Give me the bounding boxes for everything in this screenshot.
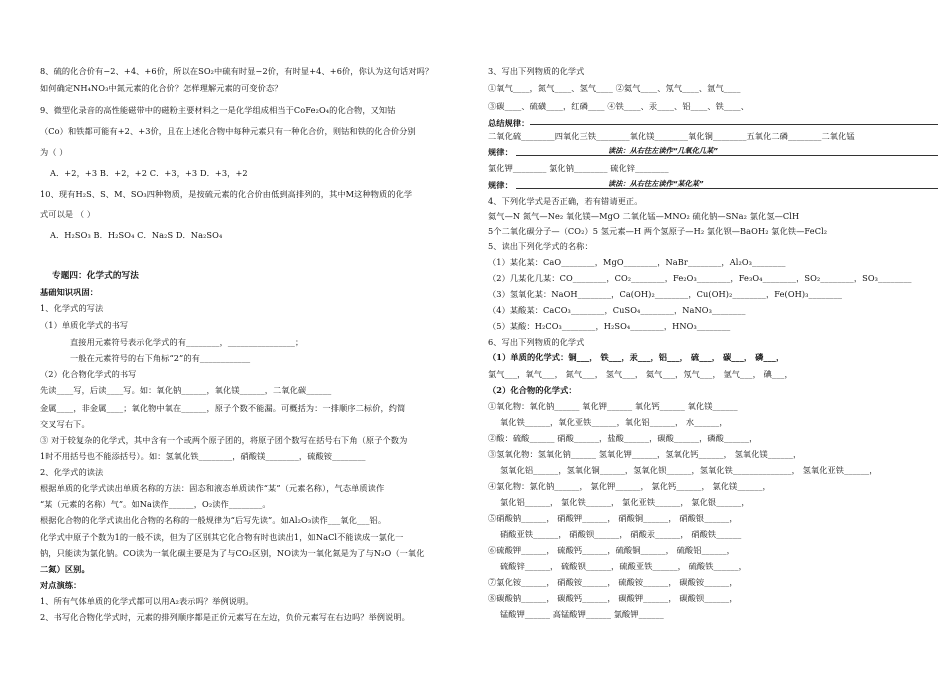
summary-heading: 总结规律：	[488, 118, 530, 128]
question-9-line-2: （Co）和铁都可能有+2、+3价，且在上述化合物中每种元素只有一种化合价，则钴和铁的化合价分别	[40, 126, 416, 136]
question-10-line-1: 10、现有H₂S、S、M、SO₃四种物质，是按硫元素的化合价由低到高排列的，其中M这种物质的化学	[40, 189, 413, 199]
item-1-1-line-1: 直接用元素符号表示化学式的有________，________________；	[70, 337, 304, 347]
q4-line-1: 氦气—N 氮气—Ne₂ 氧化镁—MgO 二氧化锰—MNO₂ 硫化钠—SNa₂ 氯化氢—ClH	[488, 211, 800, 221]
other-salts-row: 锰酸钾______ 高锰酸钾______ 氯酸钾______	[500, 609, 664, 619]
basic-knowledge-heading: 基础知识巩固：	[40, 287, 99, 297]
practice-heading: 对点演练：	[40, 580, 82, 590]
item-2-line-1: 根据单质的化学式读出单质名称的方法：固态和液态单质读作“某”（元素名称），气态单质读作	[40, 483, 385, 493]
q6-elements-row-2: 氯气___，氧气___， 氮气___， 氢气___， 氦气___，氖气___， 氩气___， 碘___，	[488, 369, 793, 379]
item-1-2-line-1: 先读____写，后读____写。如：氧化钠______，氧化镁______，二氧化碳______	[40, 385, 332, 395]
q5-row-3: （3）氢氧化某：NaOH________，Ca(OH)₂________，Cu(OH)₂________，Fe(OH)₃________	[488, 289, 843, 299]
summary-line-2: 氯化钾________ 氯化钠________ 硫化锌________	[488, 163, 669, 173]
section-title: 专题四：化学式的写法	[52, 271, 139, 281]
question-8-line-1: 8、硫的化合价有−2、+4、+6价，所以在SO₂中硫有时显−2价，有时显+4、+6价，你认为这句话对吗？	[40, 66, 434, 76]
item-1-2-heading: （2）化合物化学式的书写	[40, 369, 137, 379]
rule-line-2	[516, 188, 938, 189]
question-9-line-3: 为（ ）	[40, 147, 68, 157]
q5-row-1: （1）某化某：CaO________，MgO________，NaBr________，Al₂O₃________	[488, 257, 786, 267]
nitrates-row-1: ⑤硝酸钠______， 硝酸钾______， 硝酸铜______， 硝酸银______，	[488, 513, 738, 523]
practice-question-2: 2、书写化合物化学式时，元素的排列顺序都是正价元素写在左边，负价元素写在右边吗？举例说明。	[40, 612, 410, 622]
item-1-1-line-2: 一般在元素符号的右下角标“2”的有____________	[70, 353, 251, 363]
hydroxides-row-1: ③氢氧化物：氢氧化钠______ 氢氧化钾______，氢氧化钙______， 氢氧化镁______，	[488, 449, 802, 459]
carbonates-row: ⑧碳酸钠______， 碳酸钙______， 碳酸钾______， 碳酸钡______，	[488, 593, 738, 603]
item-2-line-6: 二氮）区别。	[40, 564, 90, 574]
item-2-line-5: 钠，只能读为氯化钠。CO读为一氧化碳主要是为了与CO₂区别，NO读为一氧化氮是为了与N₂O（一氧化	[40, 548, 425, 558]
q5-row-4: （4）某酸某：CaCO₃________，CuSO₄________，NaNO₃________	[488, 305, 746, 315]
rule-label-1: 规律：	[488, 147, 513, 157]
hydroxides-row-2: 氢氧化铝______，氢氧化铜______，氢氧化钡______，氢氧化铁______________， 氢氧化亚铁______，	[500, 465, 878, 475]
rule-label-2: 规律：	[488, 180, 513, 190]
question-10-options: A．H₂SO₃ B．H₂SO₄ C．Na₂S D．Na₂SO₄	[50, 230, 223, 240]
item-2-line-3: 根据化合物的化学式读出化合物的名称的一般规律为“后写先读”。如Al₂O₃读作___氧化___铝。	[40, 515, 387, 525]
item-1-heading: 1、化学式的写法	[40, 303, 104, 313]
q4-heading: 4、下列化学式是否正确，若有错请更正。	[488, 196, 643, 206]
sulfates-row-2: 硫酸锌______， 硫酸钡______，硫酸亚铁______， 硫酸铁______，	[500, 561, 747, 571]
acids-row: ②酸：硫酸______ 硝酸______，盐酸______，碳酸______，磷酸______，	[488, 433, 758, 443]
q5-heading: 5、读出下列化学式的名称：	[488, 241, 593, 251]
chlorides-row-2: 氯化铝______， 氯化铁______， 氯化亚铁______， 氯化银______，	[500, 497, 750, 507]
nitrates-row-2: 硝酸亚铁______， 硝酸钡______， 硝酸汞______， 硝酸铁______	[500, 529, 742, 539]
item-1-1-heading: （1）单质化学式的书写	[40, 320, 129, 330]
handwritten-note-1: 读法：从右往左读作“几氧化几某”	[608, 146, 718, 155]
handwritten-note-2: 读法：从右往左读作“某化某”	[608, 179, 704, 188]
q3-heading: 3、写出下列物质的化学式	[488, 66, 585, 76]
q3-row-2: ③碳____、硫磺____，红磷____ ④铁____、汞____、铝____、铁____、	[488, 101, 750, 111]
item-1-2-line-3: 交叉写右下。	[40, 419, 90, 429]
q5-row-5: （5）某酸：H₂CO₃________，H₂SO₄________，HNO₃________	[488, 321, 731, 331]
practice-question-1: 1、所有气体单质的化学式都可以用A₂表示吗？举例说明。	[40, 596, 254, 606]
q6-heading: 6、写出下列物质的化学式	[488, 337, 585, 347]
rule-line-1	[516, 155, 938, 156]
item-1-2-line-2: 金属____，非金属____；氧化物中氧在______，原子个数不能漏。可概括为：一排顺序二标价，约简	[40, 403, 406, 413]
q4-line-2: 5个二氧化碳分子—（CO₂）5 氢元素—H 两个氢原子—H₂ 氯化钡—BaOH₂ 氯化铁—FeCl₂	[488, 226, 828, 236]
ammonium-row: ⑦氯化铵______， 硝酸铵______， 硫酸铵______， 碳酸铵______，	[488, 577, 738, 587]
q3-row-1: ①氧气____，氮气____、氢气____ ②氦气____、氖气____、氩气____	[488, 83, 741, 93]
oxides-row-1: ①氧化物：氧化钠______ 氧化钾______ 氧化钙______ 氧化镁______	[488, 401, 738, 411]
summary-rule	[530, 124, 938, 125]
sulfates-row-1: ⑥硫酸钾______， 硫酸钙______，硫酸铜______， 硫酸铝______，	[488, 545, 735, 555]
q6-elements-row-1: （1）单质的化学式：铜___， 铁___，汞___，铝___， 硫___， 碳___， 磷___，	[488, 352, 785, 362]
question-10-line-2: 式可以是 （ ）	[40, 209, 96, 219]
q5-row-2: （2）几某化几某：CO________，CO₂________，Fe₂O₃________，Fe₃O₄________，SO₂________，SO₃________	[488, 273, 912, 283]
item-2-line-2: “某（元素的名称）气”。如Na读作______，O₂读作________。	[40, 499, 271, 509]
item-1-2-line-4: ③ 对于较复杂的化学式，其中含有一个或两个原子团的，将原子团个数写在括号右下角（原子个数为	[40, 435, 408, 445]
item-2-line-4: 化学式中原子个数为1的一般不读，但为了区别其它化合物有时也读出1，如NaCl不能读成一氯化一	[40, 532, 404, 542]
question-8-line-2: 如何确定NH₄NO₃中氮元素的化合价？怎样理解元素的可变价态？	[40, 83, 283, 93]
item-1-2-line-5: 1时不用括号也不能添括号）。如：氢氧化铁________，硝酸镁________，硫酸铵________	[40, 451, 366, 461]
oxides-row-2: 氧化铁______，氧化亚铁______，氧化铝______， 水______，	[500, 417, 728, 427]
summary-line-1: 二氧化硫________四氧化三铁________氧化镁________氧化铜________五氧化二磷________二氧化锰	[488, 131, 855, 141]
q6-compounds-heading: （2）化合物的化学式：	[488, 385, 577, 395]
question-9-options: A．+2，+3 B．+2，+2 C．+3，+3 D．+3，+2	[50, 168, 248, 178]
item-2-heading: 2、化学式的读法	[40, 467, 104, 477]
chlorides-row-1: ④氯化物：氯化钠______， 氯化钾______， 氯化钙______， 氯化镁______，	[488, 481, 771, 491]
question-9-line-1: 9、微型化录音的高性能磁带中的磁粉主要材料之一是化学组成相当于CoFe₂O₄的化合物，又知钴	[40, 105, 396, 115]
